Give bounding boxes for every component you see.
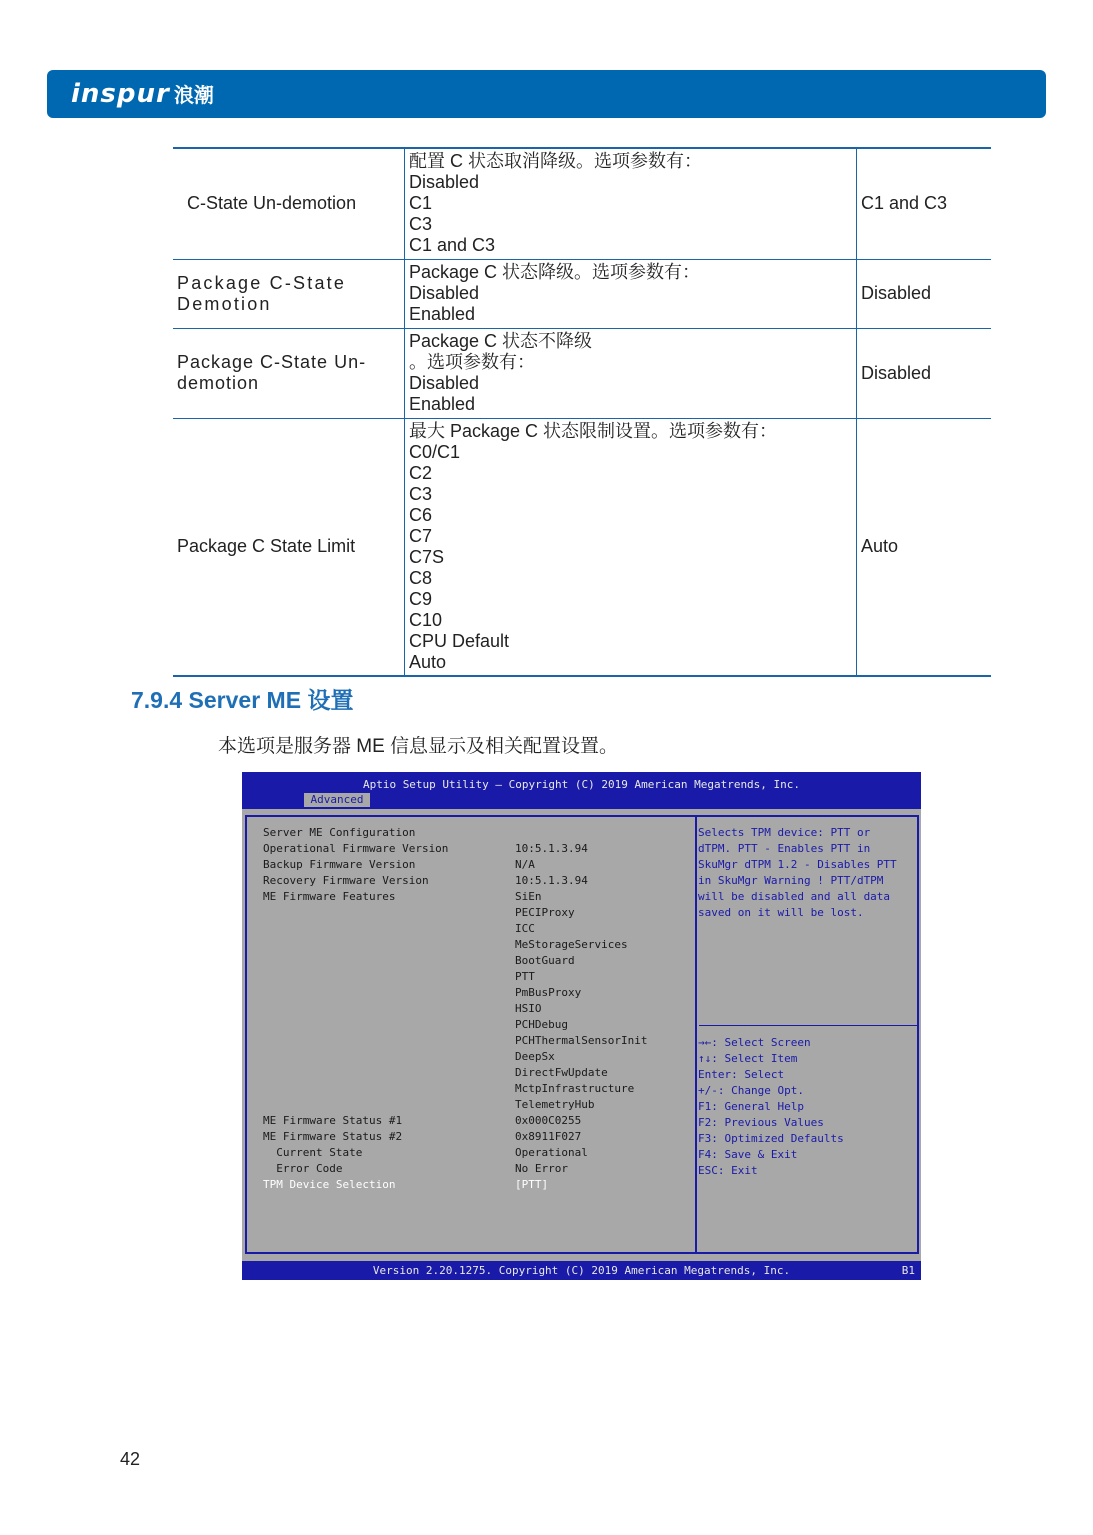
bios-main-frame: [245, 815, 919, 1254]
bios-row-label: Server ME Configuration: [263, 826, 416, 839]
bios-title-bar: [242, 772, 921, 809]
bios-screenshot: [242, 772, 921, 1280]
bios-row-value: DeepSx: [515, 1050, 555, 1063]
bios-row-value: DirectFwUpdate: [515, 1066, 608, 1079]
bios-row-value: 0x8911F027: [515, 1130, 582, 1143]
table-row: [173, 148, 991, 259]
bios-row-label: ME Firmware Status #2: [263, 1130, 403, 1143]
param-description: Package C 状态降级。选项参数有： Disabled Enabled: [405, 259, 857, 328]
header-banner: [47, 70, 1046, 118]
bios-row-label: Current State: [263, 1146, 363, 1159]
table-row: [173, 418, 991, 676]
bios-key-hint: ESC: Exit: [698, 1164, 758, 1177]
bios-row-value: HSIO: [515, 1002, 542, 1015]
bios-row-value: PTT: [515, 970, 535, 983]
param-name: Package C State Limit: [173, 418, 405, 676]
param-name: Package C-State Un-demotion: [173, 328, 405, 418]
bios-help-line: in SkuMgr Warning ! PTT/dTPM: [698, 874, 884, 887]
bios-row-value: MeStorageServices: [515, 938, 628, 951]
bios-corner-code: B1: [901, 1264, 915, 1277]
tpm-device-selection-label[interactable]: TPM Device Selection: [263, 1178, 396, 1191]
bios-title: Aptio Setup Utility – Copyright (C) 2019 American Megatrends, Inc.: [362, 778, 801, 791]
bios-status-bar: [242, 1261, 921, 1280]
bios-key-hint: →←: Select Screen: [698, 1036, 811, 1049]
param-default: C1 and C3: [857, 148, 992, 259]
table-row: [173, 259, 991, 328]
bios-row-value: 0x000C0255: [515, 1114, 582, 1127]
page-number: 42: [120, 1449, 141, 1469]
bios-row-value: SiEn: [515, 890, 542, 903]
param-name: Package C-State Demotion: [173, 259, 405, 328]
bios-version: Version 2.20.1275. Copyright (C) 2019 American Megatrends, Inc.: [372, 1264, 791, 1277]
bios-row-value: 10:5.1.3.94: [515, 842, 588, 855]
bios-row-value: BootGuard: [515, 954, 575, 967]
bios-row-value: MctpInfrastructure: [515, 1082, 635, 1095]
logo-latin: inspur: [71, 79, 170, 109]
tab-advanced[interactable]: Advanced: [304, 793, 370, 807]
inspur-logo: [71, 79, 214, 109]
tpm-device-selection-value[interactable]: [PTT]: [515, 1178, 549, 1191]
bios-key-hint: +/-: Change Opt.: [698, 1084, 804, 1097]
bios-row-value: 10:5.1.3.94: [515, 874, 588, 887]
param-name: C-State Un-demotion: [173, 148, 405, 259]
bios-row-value: TelemetryHub: [515, 1098, 595, 1111]
bios-row-value: Operational: [515, 1146, 588, 1159]
bios-row-value: PECIProxy: [515, 906, 575, 919]
bios-divider: [695, 817, 697, 1252]
bios-key-hint: F3: Optimized Defaults: [698, 1132, 844, 1145]
bios-row-value: N/A: [515, 858, 535, 871]
bios-row-value: PmBusProxy: [515, 986, 582, 999]
bios-help-line: will be disabled and all data: [698, 890, 891, 903]
bios-help-line: saved on it will be lost.: [698, 906, 864, 919]
param-description: 配置 C 状态取消降级。选项参数有： Disabled C1 C3 C1 and C3: [405, 148, 857, 259]
bios-row-value: No Error: [515, 1162, 568, 1175]
bios-row-label: Backup Firmware Version: [263, 858, 416, 871]
bios-help-line: SkuMgr dTPM 1.2 - Disables PTT: [698, 858, 897, 871]
bios-key-hint: Enter: Select: [698, 1068, 785, 1081]
param-description: 最大 Package C 状态限制设置。选项参数有： C0/C1 C2 C3 C6 C7 C7S C8 C9 C10 CPU Default Auto: [405, 418, 857, 676]
bios-key-hint: F4: Save & Exit: [698, 1148, 798, 1161]
table-row: [173, 328, 991, 418]
bios-row-label: Error Code: [263, 1162, 343, 1175]
bios-row-value: PCHThermalSensorInit: [515, 1034, 648, 1047]
bios-key-hint: F1: General Help: [698, 1100, 804, 1113]
param-description: Package C 状态不降级 。选项参数有： Disabled Enabled: [405, 328, 857, 418]
bios-key-hint: F2: Previous Values: [698, 1116, 824, 1129]
bios-row-value: PCHDebug: [515, 1018, 568, 1031]
bios-help-line: dTPM. PTT - Enables PTT in: [698, 842, 871, 855]
bios-help-line: Selects TPM device: PTT or: [698, 826, 871, 839]
param-default: Disabled: [857, 259, 992, 328]
bios-help-separator: [699, 1025, 917, 1026]
param-default: Disabled: [857, 328, 992, 418]
bios-row-label: ME Firmware Status #1: [263, 1114, 403, 1127]
parameter-table: [173, 147, 991, 677]
param-default: Auto: [857, 418, 992, 676]
bios-key-hint: ↑↓: Select Item: [698, 1052, 798, 1065]
section-heading: 7.9.4 Server ME 设置: [131, 687, 354, 713]
bios-row-label: Recovery Firmware Version: [263, 874, 429, 887]
bios-row-label: Operational Firmware Version: [263, 842, 449, 855]
bios-row-value: ICC: [515, 922, 535, 935]
bios-row-label: ME Firmware Features: [263, 890, 396, 903]
section-intro: 本选项是服务器 ME 信息显示及相关配置设置。: [218, 736, 619, 757]
logo-cn: 浪潮: [173, 83, 214, 107]
